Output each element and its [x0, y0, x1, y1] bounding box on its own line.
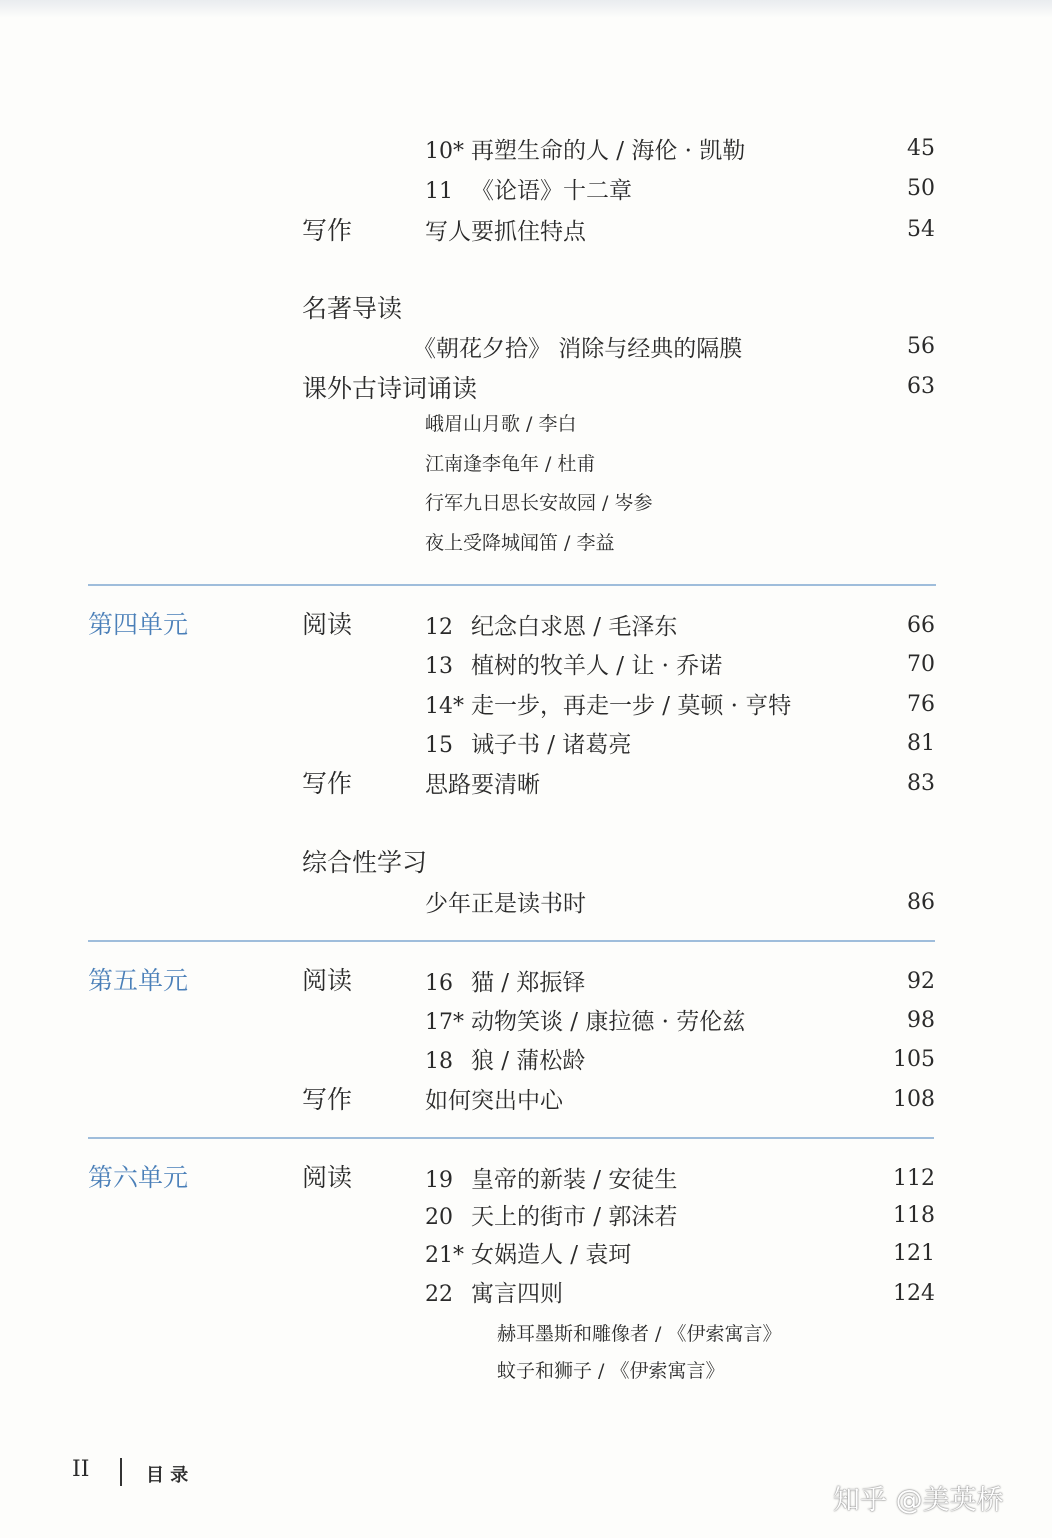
lesson-number: 13 — [425, 654, 453, 679]
page-number: 54 — [907, 217, 935, 242]
lesson-title: 再塑生命的人 / 海伦 · 凯勒 — [471, 138, 746, 164]
lesson-number: 18 — [425, 1049, 453, 1074]
unit-5-heading: 第五单元 — [88, 966, 189, 995]
page-number: 92 — [907, 969, 935, 994]
lesson-number: 14* — [425, 694, 464, 719]
lesson-number: 20 — [425, 1205, 453, 1230]
lesson-21 — [425, 1236, 631, 1269]
fable-item: 蚊子和狮子 / 《伊索寓言》 — [497, 1360, 725, 1382]
footer-page-numeral: II — [72, 1457, 90, 1482]
unit-divider — [88, 940, 935, 942]
page-number: 63 — [907, 374, 935, 399]
lesson-20 — [425, 1198, 677, 1231]
section-reading: 阅读 — [302, 610, 353, 639]
lesson-19 — [425, 1161, 677, 1194]
lesson-title: 诫子书 / 诸葛亮 — [471, 732, 632, 758]
page-number: 81 — [907, 731, 935, 756]
footer-label: 目 录 — [146, 1465, 189, 1486]
page-number: 50 — [907, 176, 935, 201]
lesson-title: 猫 / 郑振铎 — [471, 970, 586, 996]
lesson-number: 21* — [425, 1243, 464, 1268]
lesson-12 — [425, 608, 677, 641]
classic-reading-title: 《朝花夕拾》 消除与经典的隔膜 — [413, 336, 743, 362]
unit-6-heading: 第六单元 — [88, 1163, 189, 1192]
page-number: 121 — [893, 1241, 935, 1266]
lesson-14 — [425, 687, 791, 720]
lesson-number: 22 — [425, 1282, 453, 1307]
page-number: 108 — [893, 1087, 935, 1112]
page-number: 118 — [893, 1203, 935, 1228]
page-number: 105 — [893, 1047, 935, 1072]
page-number: 98 — [907, 1008, 935, 1033]
lesson-title: 寓言四则 — [471, 1281, 563, 1307]
lesson-number: 15 — [425, 733, 453, 758]
lesson-22 — [425, 1275, 563, 1308]
poem-item: 行军九日思长安故园 / 岑参 — [425, 492, 653, 514]
lesson-15 — [425, 726, 631, 759]
section-reading: 阅读 — [302, 966, 353, 995]
section-ancient-poetry: 课外古诗词诵读 — [302, 374, 478, 403]
page-top-edge — [0, 0, 1052, 18]
lesson-title: 狼 / 蒲松龄 — [471, 1048, 586, 1074]
page-number: 83 — [907, 771, 935, 796]
page-number: 86 — [907, 890, 935, 915]
section-reading: 阅读 — [302, 1163, 353, 1192]
lesson-13 — [425, 647, 722, 680]
page-number: 66 — [907, 613, 935, 638]
unit-divider — [88, 1137, 934, 1139]
page-number: 112 — [893, 1166, 935, 1191]
poem-item: 江南逢李龟年 / 杜甫 — [425, 453, 596, 475]
lesson-title: 天上的街市 / 郭沫若 — [471, 1204, 678, 1230]
lesson-title: 女娲造人 / 袁珂 — [471, 1242, 632, 1268]
section-writing: 写作 — [302, 216, 353, 245]
lesson-title: 皇帝的新装 / 安徒生 — [471, 1167, 678, 1193]
lesson-title: 植树的牧羊人 / 让 · 乔诺 — [471, 653, 723, 679]
writing-title: 如何突出中心 — [425, 1088, 563, 1114]
poem-item: 峨眉山月歌 / 李白 — [425, 413, 577, 435]
lesson-number: 12 — [425, 615, 453, 640]
lesson-10 — [425, 132, 745, 165]
lesson-title: 动物笑谈 / 康拉德 · 劳伦兹 — [471, 1009, 746, 1035]
lesson-16 — [425, 964, 585, 997]
watermark: 知乎 @美英桥 — [833, 1485, 1004, 1516]
unit-divider — [88, 584, 936, 586]
lesson-title: 纪念白求恩 / 毛泽东 — [471, 614, 678, 640]
lesson-17 — [425, 1003, 745, 1036]
lesson-title: 《论语》十二章 — [471, 178, 632, 204]
fable-item: 赫耳墨斯和雕像者 / 《伊索寓言》 — [497, 1323, 782, 1345]
lesson-number: 11 — [425, 179, 453, 204]
lesson-number: 19 — [425, 1168, 453, 1193]
lesson-title: 走一步，再走一步 / 莫顿 · 亨特 — [471, 693, 792, 719]
section-writing: 写作 — [302, 769, 353, 798]
comprehensive-title: 少年正是读书时 — [425, 891, 586, 917]
page-number: 45 — [907, 136, 935, 161]
page-number: 70 — [907, 652, 935, 677]
poem-item: 夜上受降城闻笛 / 李益 — [425, 532, 615, 554]
writing-title: 写人要抓住特点 — [425, 219, 586, 245]
section-writing: 写作 — [302, 1085, 353, 1114]
lesson-number: 17* — [425, 1010, 464, 1035]
page-number: 76 — [907, 692, 935, 717]
page-number: 56 — [907, 334, 935, 359]
section-classic-reading: 名著导读 — [302, 294, 403, 323]
page-number: 124 — [893, 1281, 935, 1306]
lesson-number: 10* — [425, 139, 464, 164]
writing-title: 思路要清晰 — [425, 772, 540, 798]
section-comprehensive: 综合性学习 — [302, 848, 428, 877]
lesson-18 — [425, 1042, 585, 1075]
footer-separator — [120, 1458, 122, 1486]
lesson-11 — [425, 172, 632, 205]
unit-4-heading: 第四单元 — [88, 610, 189, 639]
lesson-number: 16 — [425, 971, 453, 996]
